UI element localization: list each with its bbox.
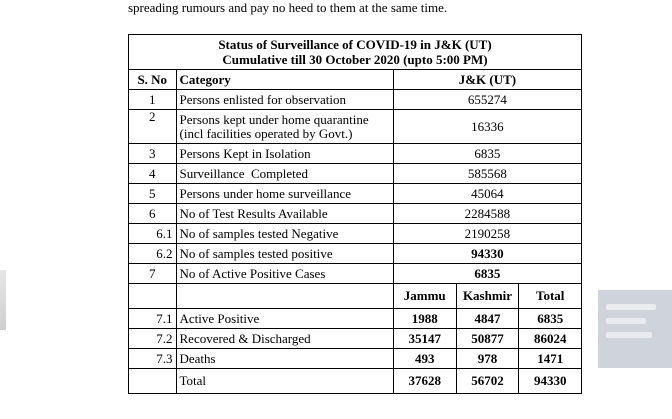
- table-row: [129, 184, 582, 204]
- header-kashmir: Kashmir: [456, 284, 519, 309]
- surveillance-table: [128, 34, 582, 394]
- row-category: Deaths: [176, 349, 393, 369]
- intro-text: spreading rumours and pay no heed to them at the same time.: [128, 0, 448, 15]
- row-category: Recovered & Discharged: [176, 329, 393, 349]
- row-sno: 6.2: [129, 244, 177, 264]
- row-sno: 6: [129, 204, 177, 224]
- row-value: 45064: [393, 184, 581, 204]
- row-value: 2284588: [393, 204, 581, 224]
- split-header-blank: [176, 284, 393, 309]
- row-jammu: 1988: [393, 309, 456, 329]
- row-category: No of samples tested positive: [176, 244, 393, 264]
- title-line-2: Cumulative till 30 October 2020 (upto 5:00 PM): [222, 52, 488, 67]
- total-jammu: 37628: [393, 369, 456, 394]
- row-sno: 7.2: [129, 329, 177, 349]
- total-label: Total: [176, 369, 393, 394]
- split-header-row: [129, 284, 582, 309]
- table-row: [129, 349, 582, 369]
- row-category: Persons Kept in Isolation: [176, 144, 393, 164]
- row-value: 6835: [393, 264, 581, 284]
- header-total: Total: [519, 284, 582, 309]
- table-row: [129, 244, 582, 264]
- header-category: Category: [176, 70, 393, 90]
- table-row: [129, 90, 582, 110]
- total-row: [129, 369, 582, 394]
- row-sno: 7.1: [129, 309, 177, 329]
- header-value: J&K (UT): [393, 70, 581, 90]
- row-sno: 3: [129, 144, 177, 164]
- row-value: 2190258: [393, 224, 581, 244]
- row-total: 86024: [519, 329, 582, 349]
- row-category: Persons kept under home quarantine (incl facilities operated by Govt.): [176, 110, 393, 144]
- row-kashmir: 50877: [456, 329, 519, 349]
- total-sno: [129, 369, 177, 394]
- row-sno: 4: [129, 164, 177, 184]
- title-line-1: Status of Surveillance of COVID-19 in J&K (UT): [218, 37, 492, 52]
- table-row: [129, 309, 582, 329]
- table-row: [129, 110, 582, 144]
- right-edge-overlay: [598, 290, 672, 368]
- row-value: 94330: [393, 244, 581, 264]
- row-total: 1471: [519, 349, 582, 369]
- row-jammu: 493: [393, 349, 456, 369]
- table-row: [129, 204, 582, 224]
- row-sno: 2: [129, 110, 177, 144]
- table-row: [129, 144, 582, 164]
- row-value: 16336: [393, 110, 581, 144]
- split-header-blank: [129, 284, 177, 309]
- row-sno: 7: [129, 264, 177, 284]
- table-row: [129, 329, 582, 349]
- row-kashmir: 978: [456, 349, 519, 369]
- row-category: No of samples tested Negative: [176, 224, 393, 244]
- header-jammu: Jammu: [393, 284, 456, 309]
- row-kashmir: 4847: [456, 309, 519, 329]
- total-kashmir: 56702: [456, 369, 519, 394]
- row-sno: 5: [129, 184, 177, 204]
- row-value: 6835: [393, 144, 581, 164]
- row-category: Persons enlisted for observation: [176, 90, 393, 110]
- table-row: [129, 224, 582, 244]
- total-total: 94330: [519, 369, 582, 394]
- row-total: 6835: [519, 309, 582, 329]
- row-sno: 1: [129, 90, 177, 110]
- row-sno: 7.3: [129, 349, 177, 369]
- row-category: No of Test Results Available: [176, 204, 393, 224]
- row-sno: 6.1: [129, 224, 177, 244]
- row-jammu: 35147: [393, 329, 456, 349]
- left-edge-shadow: [0, 270, 6, 330]
- table-title: [129, 35, 582, 70]
- row-category: Persons under home surveillance: [176, 184, 393, 204]
- row-category: Surveillance Completed: [176, 164, 393, 184]
- table-row: [129, 164, 582, 184]
- header-sno: S. No: [129, 70, 177, 90]
- row-value: 585568: [393, 164, 581, 184]
- row-category: Active Positive: [176, 309, 393, 329]
- row-value: 655274: [393, 90, 581, 110]
- row-category: No of Active Positive Cases: [176, 264, 393, 284]
- table-row: [129, 264, 582, 284]
